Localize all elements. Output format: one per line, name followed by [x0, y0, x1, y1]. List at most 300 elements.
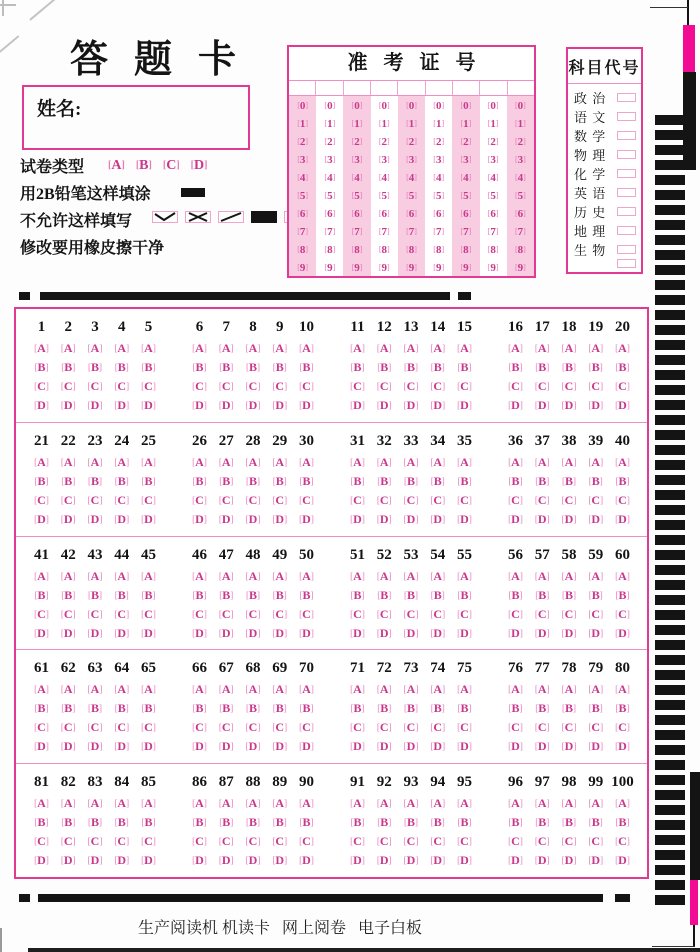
answer-bubble[interactable]	[583, 566, 608, 585]
answer-bubble[interactable]	[583, 698, 608, 717]
answer-bubble[interactable]	[187, 850, 212, 869]
answer-bubble[interactable]	[530, 509, 555, 528]
answer-bubble[interactable]	[399, 357, 424, 376]
answer-bubble[interactable]	[187, 793, 212, 812]
paper-type-bubble[interactable]	[136, 156, 152, 174]
ticket-digit-bubble[interactable]	[371, 186, 398, 204]
answer-bubble[interactable]	[345, 850, 370, 869]
ticket-digit-bubble[interactable]	[289, 96, 316, 114]
answer-bubble[interactable]	[399, 736, 424, 755]
answer-bubble[interactable]	[29, 585, 54, 604]
answer-bubble[interactable]	[187, 623, 212, 642]
answer-bubble[interactable]	[610, 395, 635, 414]
answer-bubble[interactable]	[345, 357, 370, 376]
answer-bubble[interactable]	[109, 509, 134, 528]
answer-bubble[interactable]	[214, 509, 239, 528]
answer-bubble[interactable]	[29, 793, 54, 812]
ticket-digit-bubble[interactable]	[371, 114, 398, 132]
answer-bubble[interactable]	[557, 452, 582, 471]
answer-bubble[interactable]	[29, 831, 54, 850]
answer-bubble[interactable]	[425, 490, 450, 509]
ticket-digit-bubble[interactable]	[480, 186, 507, 204]
ticket-digit-bubble[interactable]	[343, 96, 370, 114]
answer-bubble[interactable]	[503, 698, 528, 717]
answer-bubble[interactable]	[372, 376, 397, 395]
answer-bubble[interactable]	[530, 566, 555, 585]
answer-bubble[interactable]	[557, 831, 582, 850]
answer-bubble[interactable]	[583, 395, 608, 414]
ticket-digit-bubble[interactable]	[398, 96, 425, 114]
answer-bubble[interactable]	[503, 623, 528, 642]
answer-bubble[interactable]	[557, 395, 582, 414]
answer-bubble[interactable]	[610, 338, 635, 357]
answer-bubble[interactable]	[425, 357, 450, 376]
ticket-digit-bubble[interactable]	[452, 240, 479, 258]
answer-bubble[interactable]	[530, 717, 555, 736]
answer-bubble[interactable]	[29, 623, 54, 642]
ticket-digit-bubble[interactable]	[371, 240, 398, 258]
ticket-digit-bubble[interactable]	[507, 150, 534, 168]
answer-bubble[interactable]	[610, 376, 635, 395]
answer-bubble[interactable]	[241, 736, 266, 755]
answer-bubble[interactable]	[136, 717, 161, 736]
ticket-digit-bubble[interactable]	[425, 204, 452, 222]
answer-bubble[interactable]	[136, 850, 161, 869]
answer-bubble[interactable]	[267, 679, 292, 698]
answer-bubble[interactable]	[267, 793, 292, 812]
answer-bubble[interactable]	[241, 452, 266, 471]
answer-bubble[interactable]	[557, 850, 582, 869]
answer-bubble[interactable]	[399, 338, 424, 357]
answer-bubble[interactable]	[425, 585, 450, 604]
answer-bubble[interactable]	[583, 376, 608, 395]
answer-bubble[interactable]	[294, 471, 319, 490]
answer-bubble[interactable]	[372, 717, 397, 736]
ticket-digit-bubble[interactable]	[507, 132, 534, 150]
ticket-digit-bubble[interactable]	[398, 114, 425, 132]
answer-bubble[interactable]	[187, 490, 212, 509]
answer-bubble[interactable]	[583, 604, 608, 623]
ticket-digit-bubble[interactable]	[398, 132, 425, 150]
answer-bubble[interactable]	[109, 452, 134, 471]
answer-bubble[interactable]	[294, 623, 319, 642]
answer-bubble[interactable]	[557, 338, 582, 357]
answer-bubble[interactable]	[530, 793, 555, 812]
answer-bubble[interactable]	[425, 679, 450, 698]
answer-bubble[interactable]	[241, 793, 266, 812]
answer-bubble[interactable]	[372, 604, 397, 623]
answer-bubble[interactable]	[56, 566, 81, 585]
answer-bubble[interactable]	[187, 736, 212, 755]
answer-bubble[interactable]	[241, 604, 266, 623]
ticket-digit-bubble[interactable]	[316, 186, 343, 204]
answer-bubble[interactable]	[241, 566, 266, 585]
answer-bubble[interactable]	[83, 357, 108, 376]
ticket-digit-bubble[interactable]	[289, 186, 316, 204]
answer-bubble[interactable]	[109, 338, 134, 357]
answer-bubble[interactable]	[187, 357, 212, 376]
ticket-digit-bubble[interactable]	[289, 240, 316, 258]
answer-bubble[interactable]	[583, 850, 608, 869]
answer-bubble[interactable]	[345, 698, 370, 717]
answer-bubble[interactable]	[503, 812, 528, 831]
ticket-digit-bubble[interactable]	[316, 258, 343, 276]
ticket-digit-bubble[interactable]	[371, 168, 398, 186]
answer-bubble[interactable]	[530, 698, 555, 717]
ticket-digit-bubble[interactable]	[289, 204, 316, 222]
answer-bubble[interactable]	[452, 679, 477, 698]
answer-bubble[interactable]	[136, 490, 161, 509]
answer-bubble[interactable]	[345, 490, 370, 509]
answer-bubble[interactable]	[425, 338, 450, 357]
answer-bubble[interactable]	[425, 831, 450, 850]
subject-bubble[interactable]	[617, 150, 636, 159]
answer-bubble[interactable]	[399, 604, 424, 623]
answer-bubble[interactable]	[187, 812, 212, 831]
answer-bubble[interactable]	[557, 736, 582, 755]
answer-bubble[interactable]	[56, 831, 81, 850]
ticket-digit-bubble[interactable]	[425, 132, 452, 150]
answer-bubble[interactable]	[610, 509, 635, 528]
ticket-digit-bubble[interactable]	[425, 150, 452, 168]
answer-bubble[interactable]	[372, 566, 397, 585]
answer-bubble[interactable]	[610, 717, 635, 736]
answer-bubble[interactable]	[503, 395, 528, 414]
ticket-digit-bubble[interactable]	[507, 258, 534, 276]
ticket-digit-bubble[interactable]	[289, 168, 316, 186]
answer-bubble[interactable]	[56, 376, 81, 395]
answer-bubble[interactable]	[187, 452, 212, 471]
answer-bubble[interactable]	[345, 623, 370, 642]
answer-bubble[interactable]	[241, 376, 266, 395]
answer-bubble[interactable]	[372, 850, 397, 869]
answer-bubble[interactable]	[530, 831, 555, 850]
ticket-digit-bubble[interactable]	[425, 222, 452, 240]
answer-bubble[interactable]	[241, 490, 266, 509]
subject-bubble[interactable]	[617, 169, 636, 178]
ticket-digit-bubble[interactable]	[507, 222, 534, 240]
answer-bubble[interactable]	[425, 812, 450, 831]
answer-bubble[interactable]	[294, 793, 319, 812]
answer-bubble[interactable]	[109, 793, 134, 812]
ticket-digit-bubble[interactable]	[289, 258, 316, 276]
answer-bubble[interactable]	[583, 338, 608, 357]
answer-bubble[interactable]	[187, 376, 212, 395]
answer-bubble[interactable]	[503, 376, 528, 395]
answer-bubble[interactable]	[610, 850, 635, 869]
paper-type-bubble[interactable]	[163, 156, 180, 174]
answer-bubble[interactable]	[425, 604, 450, 623]
answer-bubble[interactable]	[503, 490, 528, 509]
answer-bubble[interactable]	[452, 395, 477, 414]
ticket-write-cell[interactable]	[371, 81, 398, 95]
ticket-write-cell[interactable]	[289, 81, 316, 95]
answer-bubble[interactable]	[214, 698, 239, 717]
ticket-digit-bubble[interactable]	[425, 168, 452, 186]
answer-bubble[interactable]	[399, 490, 424, 509]
answer-bubble[interactable]	[345, 679, 370, 698]
answer-bubble[interactable]	[214, 623, 239, 642]
subject-bubble[interactable]	[617, 207, 636, 216]
paper-type-bubble[interactable]	[191, 156, 208, 174]
answer-bubble[interactable]	[267, 831, 292, 850]
answer-bubble[interactable]	[187, 509, 212, 528]
ticket-digit-bubble[interactable]	[480, 240, 507, 258]
answer-bubble[interactable]	[399, 679, 424, 698]
answer-bubble[interactable]	[214, 736, 239, 755]
answer-bubble[interactable]	[136, 452, 161, 471]
answer-bubble[interactable]	[372, 338, 397, 357]
ticket-digit-bubble[interactable]	[507, 168, 534, 186]
answer-bubble[interactable]	[56, 736, 81, 755]
answer-bubble[interactable]	[452, 566, 477, 585]
answer-bubble[interactable]	[83, 850, 108, 869]
paper-type-bubble[interactable]	[108, 156, 125, 174]
answer-bubble[interactable]	[187, 395, 212, 414]
answer-bubble[interactable]	[557, 812, 582, 831]
answer-bubble[interactable]	[136, 679, 161, 698]
ticket-digit-bubble[interactable]	[316, 114, 343, 132]
answer-bubble[interactable]	[372, 395, 397, 414]
answer-bubble[interactable]	[29, 850, 54, 869]
answer-bubble[interactable]	[425, 452, 450, 471]
answer-bubble[interactable]	[610, 490, 635, 509]
answer-bubble[interactable]	[557, 566, 582, 585]
answer-bubble[interactable]	[83, 698, 108, 717]
answer-bubble[interactable]	[503, 509, 528, 528]
ticket-digit-bubble[interactable]	[371, 222, 398, 240]
answer-bubble[interactable]	[56, 357, 81, 376]
answer-bubble[interactable]	[372, 585, 397, 604]
answer-bubble[interactable]	[425, 471, 450, 490]
answer-bubble[interactable]	[187, 717, 212, 736]
answer-bubble[interactable]	[583, 357, 608, 376]
ticket-digit-bubble[interactable]	[289, 222, 316, 240]
answer-bubble[interactable]	[583, 490, 608, 509]
answer-bubble[interactable]	[267, 452, 292, 471]
answer-bubble[interactable]	[294, 604, 319, 623]
ticket-digit-bubble[interactable]	[316, 240, 343, 258]
answer-bubble[interactable]	[345, 395, 370, 414]
answer-bubble[interactable]	[83, 509, 108, 528]
ticket-digit-bubble[interactable]	[343, 114, 370, 132]
answer-bubble[interactable]	[610, 831, 635, 850]
answer-bubble[interactable]	[83, 452, 108, 471]
ticket-digit-bubble[interactable]	[425, 96, 452, 114]
answer-bubble[interactable]	[56, 338, 81, 357]
answer-bubble[interactable]	[214, 338, 239, 357]
answer-bubble[interactable]	[399, 376, 424, 395]
answer-bubble[interactable]	[399, 566, 424, 585]
answer-bubble[interactable]	[29, 509, 54, 528]
answer-bubble[interactable]	[294, 357, 319, 376]
answer-bubble[interactable]	[29, 679, 54, 698]
answer-bubble[interactable]	[83, 812, 108, 831]
answer-bubble[interactable]	[345, 338, 370, 357]
subject-bubble[interactable]	[617, 245, 636, 254]
answer-bubble[interactable]	[345, 471, 370, 490]
answer-bubble[interactable]	[557, 357, 582, 376]
ticket-digit-bubble[interactable]	[371, 258, 398, 276]
answer-bubble[interactable]	[29, 471, 54, 490]
answer-bubble[interactable]	[372, 736, 397, 755]
answer-bubble[interactable]	[136, 338, 161, 357]
ticket-digit-bubble[interactable]	[343, 132, 370, 150]
ticket-digit-bubble[interactable]	[452, 204, 479, 222]
ticket-digit-bubble[interactable]	[425, 240, 452, 258]
ticket-write-cell[interactable]	[398, 81, 425, 95]
answer-bubble[interactable]	[214, 679, 239, 698]
answer-bubble[interactable]	[345, 376, 370, 395]
answer-bubble[interactable]	[345, 452, 370, 471]
answer-bubble[interactable]	[372, 509, 397, 528]
answer-bubble[interactable]	[610, 736, 635, 755]
answer-bubble[interactable]	[530, 490, 555, 509]
answer-bubble[interactable]	[56, 793, 81, 812]
answer-bubble[interactable]	[294, 812, 319, 831]
answer-bubble[interactable]	[241, 831, 266, 850]
ticket-digit-bubble[interactable]	[371, 204, 398, 222]
answer-bubble[interactable]	[425, 395, 450, 414]
answer-bubble[interactable]	[399, 471, 424, 490]
answer-bubble[interactable]	[530, 679, 555, 698]
ticket-digit-bubble[interactable]	[316, 150, 343, 168]
answer-bubble[interactable]	[241, 812, 266, 831]
answer-bubble[interactable]	[372, 831, 397, 850]
answer-bubble[interactable]	[425, 736, 450, 755]
answer-bubble[interactable]	[241, 357, 266, 376]
answer-bubble[interactable]	[56, 623, 81, 642]
answer-bubble[interactable]	[109, 698, 134, 717]
answer-bubble[interactable]	[136, 604, 161, 623]
answer-bubble[interactable]	[372, 812, 397, 831]
answer-bubble[interactable]	[109, 395, 134, 414]
answer-bubble[interactable]	[557, 509, 582, 528]
answer-bubble[interactable]	[267, 357, 292, 376]
subject-bubble[interactable]	[617, 131, 636, 140]
answer-bubble[interactable]	[241, 585, 266, 604]
answer-bubble[interactable]	[214, 566, 239, 585]
ticket-digit-bubble[interactable]	[289, 114, 316, 132]
answer-bubble[interactable]	[267, 604, 292, 623]
answer-bubble[interactable]	[29, 717, 54, 736]
answer-bubble[interactable]	[83, 679, 108, 698]
answer-bubble[interactable]	[136, 812, 161, 831]
subject-bubble[interactable]	[617, 259, 636, 268]
answer-bubble[interactable]	[452, 850, 477, 869]
answer-bubble[interactable]	[557, 376, 582, 395]
answer-bubble[interactable]	[109, 812, 134, 831]
answer-bubble[interactable]	[530, 812, 555, 831]
answer-bubble[interactable]	[83, 338, 108, 357]
answer-bubble[interactable]	[452, 698, 477, 717]
ticket-digit-bubble[interactable]	[316, 96, 343, 114]
answer-bubble[interactable]	[109, 585, 134, 604]
answer-bubble[interactable]	[530, 623, 555, 642]
ticket-digit-bubble[interactable]	[343, 222, 370, 240]
ticket-digit-bubble[interactable]	[507, 240, 534, 258]
answer-bubble[interactable]	[83, 736, 108, 755]
answer-bubble[interactable]	[83, 395, 108, 414]
answer-bubble[interactable]	[29, 376, 54, 395]
answer-bubble[interactable]	[29, 604, 54, 623]
answer-bubble[interactable]	[583, 585, 608, 604]
answer-bubble[interactable]	[214, 831, 239, 850]
answer-bubble[interactable]	[610, 357, 635, 376]
ticket-digit-bubble[interactable]	[452, 96, 479, 114]
ticket-digit-bubble[interactable]	[343, 258, 370, 276]
answer-bubble[interactable]	[372, 471, 397, 490]
answer-bubble[interactable]	[530, 850, 555, 869]
answer-bubble[interactable]	[187, 679, 212, 698]
answer-bubble[interactable]	[372, 698, 397, 717]
answer-bubble[interactable]	[452, 793, 477, 812]
answer-bubble[interactable]	[83, 490, 108, 509]
answer-bubble[interactable]	[557, 698, 582, 717]
answer-bubble[interactable]	[583, 623, 608, 642]
answer-bubble[interactable]	[136, 566, 161, 585]
answer-bubble[interactable]	[109, 357, 134, 376]
answer-bubble[interactable]	[214, 376, 239, 395]
answer-bubble[interactable]	[425, 717, 450, 736]
answer-bubble[interactable]	[610, 679, 635, 698]
answer-bubble[interactable]	[345, 793, 370, 812]
answer-bubble[interactable]	[109, 717, 134, 736]
answer-bubble[interactable]	[530, 736, 555, 755]
answer-bubble[interactable]	[187, 585, 212, 604]
ticket-digit-bubble[interactable]	[371, 96, 398, 114]
ticket-digit-bubble[interactable]	[398, 186, 425, 204]
answer-bubble[interactable]	[530, 585, 555, 604]
answer-bubble[interactable]	[452, 376, 477, 395]
answer-bubble[interactable]	[214, 793, 239, 812]
answer-bubble[interactable]	[56, 812, 81, 831]
answer-bubble[interactable]	[503, 452, 528, 471]
answer-bubble[interactable]	[557, 490, 582, 509]
answer-bubble[interactable]	[503, 831, 528, 850]
answer-bubble[interactable]	[187, 566, 212, 585]
ticket-write-cell[interactable]	[453, 81, 480, 95]
answer-bubble[interactable]	[214, 490, 239, 509]
answer-bubble[interactable]	[557, 604, 582, 623]
answer-bubble[interactable]	[267, 509, 292, 528]
ticket-digit-bubble[interactable]	[398, 204, 425, 222]
answer-bubble[interactable]	[503, 717, 528, 736]
name-box[interactable]	[22, 85, 250, 150]
answer-bubble[interactable]	[29, 490, 54, 509]
answer-bubble[interactable]	[452, 604, 477, 623]
answer-bubble[interactable]	[503, 357, 528, 376]
answer-bubble[interactable]	[557, 717, 582, 736]
answer-bubble[interactable]	[241, 679, 266, 698]
subject-bubble[interactable]	[617, 226, 636, 235]
ticket-digit-bubble[interactable]	[507, 96, 534, 114]
ticket-digit-bubble[interactable]	[343, 150, 370, 168]
answer-bubble[interactable]	[610, 452, 635, 471]
answer-bubble[interactable]	[109, 471, 134, 490]
ticket-digit-bubble[interactable]	[316, 204, 343, 222]
answer-bubble[interactable]	[56, 452, 81, 471]
answer-bubble[interactable]	[294, 717, 319, 736]
answer-bubble[interactable]	[109, 376, 134, 395]
ticket-digit-bubble[interactable]	[480, 168, 507, 186]
answer-bubble[interactable]	[294, 376, 319, 395]
answer-bubble[interactable]	[610, 623, 635, 642]
answer-bubble[interactable]	[241, 509, 266, 528]
answer-bubble[interactable]	[214, 471, 239, 490]
answer-bubble[interactable]	[452, 831, 477, 850]
answer-bubble[interactable]	[136, 585, 161, 604]
